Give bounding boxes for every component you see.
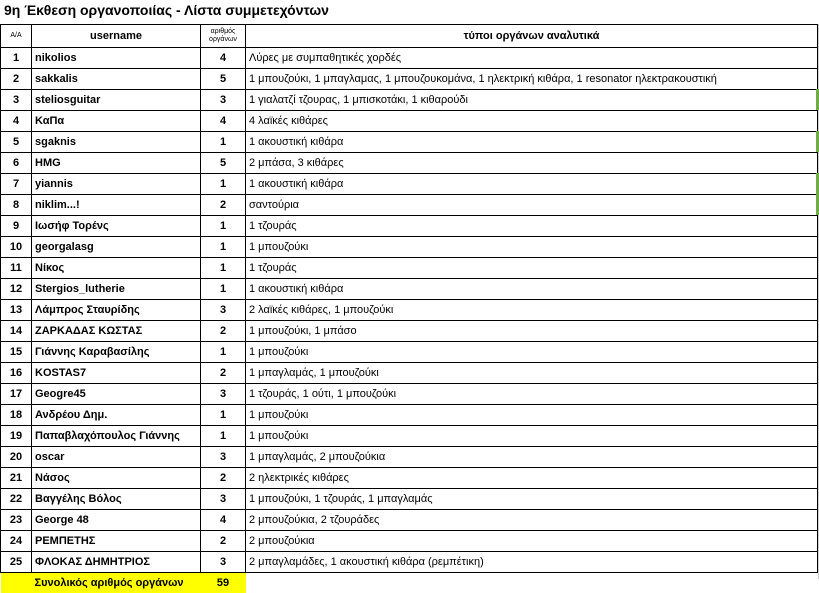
username-cell[interactable]: Stergios_lutherie — [32, 279, 201, 300]
username-cell[interactable]: Λάμπρος Σταυρίδης — [32, 300, 201, 321]
total-value-cell[interactable]: 59 — [201, 573, 246, 593]
username-cell[interactable]: KOSTAS7 — [32, 363, 201, 384]
instrument-count-cell[interactable]: 5 — [201, 153, 246, 174]
table-row — [1, 510, 818, 531]
row-number-cell[interactable]: 22 — [1, 489, 32, 510]
row-number-cell[interactable]: 5 — [1, 132, 32, 153]
username-cell[interactable]: Ιωσήφ Τορένς — [32, 216, 201, 237]
total-row — [1, 573, 818, 593]
table-row — [1, 279, 818, 300]
instrument-types-cell[interactable]: 1 μπαγλαμάς, 2 μπουζούκια — [246, 447, 818, 468]
username-cell[interactable]: Γιάννης Καραβασίλης — [32, 342, 201, 363]
table-row — [1, 552, 818, 573]
username-cell[interactable]: yiannis — [32, 174, 201, 195]
instrument-types-cell[interactable]: σαντούρια — [246, 195, 818, 216]
table-row — [1, 258, 818, 279]
instrument-count-cell[interactable]: 1 — [201, 279, 246, 300]
table-row — [1, 237, 818, 258]
username-cell[interactable]: Νάσος — [32, 468, 201, 489]
username-cell[interactable]: sgaknis — [32, 132, 201, 153]
username-cell[interactable]: Βαγγέλης Βόλος — [32, 489, 201, 510]
instrument-types-cell[interactable]: 4 λαϊκές κιθάρες — [246, 111, 818, 132]
username-cell[interactable]: ΦΛΟΚΑΣ ΔΗΜΗΤΡΙΟΣ — [32, 552, 201, 573]
header-username[interactable]: username — [32, 25, 201, 48]
username-cell[interactable]: niklim...! — [32, 195, 201, 216]
row-number-cell[interactable]: 6 — [1, 153, 32, 174]
table-row — [1, 174, 818, 195]
header-count-line1: αριθμός — [201, 28, 245, 36]
instrument-count-cell[interactable]: 2 — [201, 321, 246, 342]
username-cell[interactable]: sakkalis — [32, 69, 201, 90]
username-cell[interactable]: HMG — [32, 153, 201, 174]
table-row — [1, 384, 818, 405]
instrument-count-cell[interactable]: 3 — [201, 447, 246, 468]
instrument-types-cell[interactable]: 1 μπουζούκι, 1 μπάσο — [246, 321, 818, 342]
row-number-cell[interactable]: 18 — [1, 405, 32, 426]
username-cell[interactable]: ΖΑΡΚΑΔΑΣ ΚΩΣΤΑΣ — [32, 321, 201, 342]
row-number-cell[interactable]: 9 — [1, 216, 32, 237]
table-row — [1, 342, 818, 363]
instrument-count-cell[interactable]: 2 — [201, 468, 246, 489]
instrument-count-cell[interactable]: 2 — [201, 363, 246, 384]
instrument-count-cell[interactable]: 2 — [201, 531, 246, 552]
row-number-cell[interactable]: 2 — [1, 69, 32, 90]
table-row — [1, 531, 818, 552]
table-row — [1, 195, 818, 216]
row-number-cell[interactable]: 11 — [1, 258, 32, 279]
row-number-cell[interactable]: 19 — [1, 426, 32, 447]
table-row — [1, 111, 818, 132]
instrument-count-cell[interactable]: 5 — [201, 69, 246, 90]
instrument-types-cell[interactable]: 1 γιαλατζί τζουρας, 1 μπισκοτάκι, 1 κιθαρούδι — [246, 90, 818, 111]
instrument-types-cell[interactable]: 1 μπουζούκι — [246, 237, 818, 258]
header-count-line2: οργάνων — [201, 36, 245, 44]
instrument-types-cell[interactable]: 1 ακουστική κιθάρα — [246, 174, 818, 195]
table-row — [1, 447, 818, 468]
row-number-cell[interactable]: 13 — [1, 300, 32, 321]
instrument-types-cell[interactable]: 1 τζουράς — [246, 216, 818, 237]
row-number-cell[interactable]: 23 — [1, 510, 32, 531]
header-count[interactable] — [201, 25, 246, 48]
instrument-count-cell[interactable]: 2 — [201, 195, 246, 216]
instrument-count-cell[interactable]: 3 — [201, 90, 246, 111]
table-row — [1, 90, 818, 111]
table-row — [1, 321, 818, 342]
instrument-count-cell[interactable]: 1 — [201, 132, 246, 153]
empty-cell[interactable] — [246, 573, 818, 593]
table-row — [1, 489, 818, 510]
header-types[interactable]: τύποι οργάνων αναλυτικά — [246, 25, 818, 48]
instrument-count-cell[interactable]: 1 — [201, 426, 246, 447]
table-row — [1, 132, 818, 153]
instrument-types-cell[interactable]: 1 μπαγλαμάς, 1 μπουζούκι — [246, 363, 818, 384]
instrument-count-cell[interactable]: 1 — [201, 216, 246, 237]
instrument-count-cell[interactable]: 3 — [201, 384, 246, 405]
row-number-cell[interactable]: 4 — [1, 111, 32, 132]
row-number-cell[interactable]: 12 — [1, 279, 32, 300]
username-cell[interactable]: steliosguitar — [32, 90, 201, 111]
instrument-types-cell[interactable]: 1 τζουράς, 1 ούτι, 1 μπουζούκι — [246, 384, 818, 405]
row-number-cell[interactable]: 21 — [1, 468, 32, 489]
table-row — [1, 363, 818, 384]
row-number-cell[interactable]: 20 — [1, 447, 32, 468]
participants-table — [0, 24, 818, 593]
instrument-types-cell[interactable]: 1 μπουζούκι, 1 μπαγλαμας, 1 μπουζουκομάνα, 1 ηλεκτρική κιθάρα, 1 resonator ηλεκτρακουστική — [246, 69, 818, 90]
instrument-count-cell[interactable]: 1 — [201, 258, 246, 279]
username-cell[interactable]: ΚαΠα — [32, 111, 201, 132]
instrument-count-cell[interactable]: 1 — [201, 237, 246, 258]
row-number-cell[interactable]: 25 — [1, 552, 32, 573]
row-number-cell[interactable]: 8 — [1, 195, 32, 216]
instrument-count-cell[interactable]: 3 — [201, 489, 246, 510]
instrument-types-cell[interactable]: 1 ακουστική κιθάρα — [246, 279, 818, 300]
instrument-types-cell[interactable]: 2 λαϊκές κιθάρες, 1 μπουζούκι — [246, 300, 818, 321]
instrument-count-cell[interactable]: 4 — [201, 111, 246, 132]
username-cell[interactable]: georgalasg — [32, 237, 201, 258]
instrument-types-cell[interactable]: 2 μπάσα, 3 κιθάρες — [246, 153, 818, 174]
table-row — [1, 153, 818, 174]
instrument-count-cell[interactable]: 3 — [201, 552, 246, 573]
username-cell[interactable]: Νίκος — [32, 258, 201, 279]
instrument-types-cell[interactable]: 1 ακουστική κιθάρα — [246, 132, 818, 153]
table-row — [1, 468, 818, 489]
username-cell[interactable]: Παπαβλαχόπουλος Γιάννης — [32, 426, 201, 447]
username-cell[interactable]: Geogre45 — [32, 384, 201, 405]
table-row — [1, 69, 818, 90]
instrument-types-cell[interactable]: 1 τζουράς — [246, 258, 818, 279]
instrument-count-cell[interactable]: 4 — [201, 510, 246, 531]
sheet-title[interactable]: 9η Έκθεση οργανοποιίας - Λίστα συμμετεχόντων — [4, 1, 329, 19]
row-number-cell[interactable]: 10 — [1, 237, 32, 258]
instrument-types-cell[interactable]: 1 μπουζούκι — [246, 426, 818, 447]
username-cell[interactable]: George 48 — [32, 510, 201, 531]
row-number-cell[interactable]: 1 — [1, 48, 32, 69]
table-row — [1, 300, 818, 321]
instrument-types-cell[interactable]: 1 μπουζούκι — [246, 405, 818, 426]
instrument-types-cell[interactable]: 2 μπαγλαμάδες, 1 ακουστική κιθάρα (ρεμπέτικη) — [246, 552, 818, 573]
username-cell[interactable]: Ανδρέου Δημ. — [32, 405, 201, 426]
instrument-types-cell[interactable]: 2 μπουζούκια, 2 τζουράδες — [246, 510, 818, 531]
instrument-count-cell[interactable]: 1 — [201, 405, 246, 426]
table-row — [1, 405, 818, 426]
row-number-cell[interactable]: 7 — [1, 174, 32, 195]
row-number-cell[interactable]: 15 — [1, 342, 32, 363]
row-number-cell[interactable]: 3 — [1, 90, 32, 111]
instrument-count-cell[interactable]: 1 — [201, 342, 246, 363]
table-row — [1, 48, 818, 69]
row-number-cell[interactable]: 17 — [1, 384, 32, 405]
header-aa[interactable]: Α/Α — [1, 25, 32, 48]
header-row — [1, 25, 818, 48]
row-number-cell[interactable]: 24 — [1, 531, 32, 552]
username-cell[interactable]: ΡΕΜΠΕΤΗΣ — [32, 531, 201, 552]
table-row — [1, 426, 818, 447]
table-row — [1, 216, 818, 237]
total-label-cell[interactable]: Συνολικός αριθμός οργάνων — [1, 573, 201, 593]
instrument-count-cell[interactable]: 3 — [201, 300, 246, 321]
instrument-types-cell[interactable]: 1 μπουζούκι, 1 τζουράς, 1 μπαγλαμάς — [246, 489, 818, 510]
username-cell[interactable]: nikolios — [32, 48, 201, 69]
instrument-count-cell[interactable]: 1 — [201, 174, 246, 195]
row-number-cell[interactable]: 16 — [1, 363, 32, 384]
instrument-types-cell[interactable]: Λύρες με συμπαθητικές χορδές — [246, 48, 818, 69]
row-number-cell[interactable]: 14 — [1, 321, 32, 342]
instrument-count-cell[interactable]: 4 — [201, 48, 246, 69]
instrument-types-cell[interactable]: 2 μπουζούκια — [246, 531, 818, 552]
instrument-types-cell[interactable]: 1 μπουζούκι — [246, 342, 818, 363]
instrument-types-cell[interactable]: 2 ηλεκτρικές κιθάρες — [246, 468, 818, 489]
username-cell[interactable]: oscar — [32, 447, 201, 468]
